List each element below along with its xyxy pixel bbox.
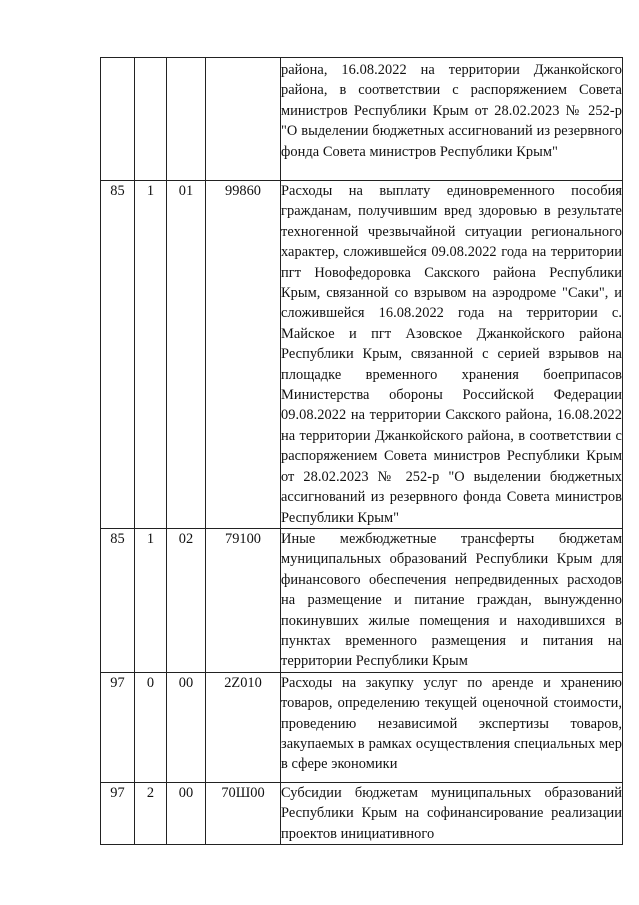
table-row — [101, 528, 623, 672]
code-part-4: 79100 — [206, 528, 281, 672]
code-part-3: 00 — [167, 672, 206, 782]
code-part-2: 1 — [135, 528, 167, 672]
table-row — [101, 782, 623, 844]
code-part-1: 97 — [101, 782, 135, 844]
budget-classification-table — [100, 57, 623, 845]
code-part-3: 01 — [167, 181, 206, 529]
code-part-3: 02 — [167, 528, 206, 672]
code-part-1: 85 — [101, 528, 135, 672]
row-description: Расходы на закупку услуг по аренде и хранению товаров, определению текущей оценочной стоимости, проведению независимой экспертизы товаров, закупаемых в рамках осуществления специальных мер в сфере экономики — [281, 672, 623, 782]
table-row — [101, 58, 623, 181]
row-description: Расходы на выплату единовременного пособия гражданам, получившим вред здоровью в результате техногенной чрезвычайной ситуации регионального характер, сложившейся 09.08.2022 года на территории пгт Новофедоровка Сакского района Республики Крым, связанной со взрывом на аэродроме "Саки", и сложившейся 16.08.2022 года на территории с. Майское и пгт Азовское Джанкойского района Республики Крым, связанной с серией взрывов на площадке временного хранения боеприпасов Министерства обороны Российской Федерации 09.08.2022 на территории Сакского района, 16.08.2022 на территории Джанкойского района, в соответствии с распоряжением Совета министров Республики Крым от 28.02.2023 № 252-р "О выделении бюджетных ассигнований из резервного фонда Совета министров Республики Крым" — [281, 181, 623, 529]
row-description: района, 16.08.2022 на территории Джанкойского района, в соответствии с распоряжением Совета министров Республики Крым от 28.02.2023 № 252-р "О выделении бюджетных ассигнований из резервного фонда Совета министров Республики Крым" — [281, 58, 623, 181]
code-part-3: 00 — [167, 782, 206, 844]
code-part-4: 99860 — [206, 181, 281, 529]
code-part-4: 2Z010 — [206, 672, 281, 782]
code-part-1 — [101, 58, 135, 181]
code-part-2 — [135, 58, 167, 181]
code-part-4: 70Ш00 — [206, 782, 281, 844]
code-part-2: 1 — [135, 181, 167, 529]
row-description: Субсидии бюджетам муниципальных образований Республики Крым на софинансирование реализации проектов инициативного — [281, 782, 623, 844]
code-part-2: 2 — [135, 782, 167, 844]
code-part-3 — [167, 58, 206, 181]
table-row — [101, 672, 623, 782]
code-part-1: 85 — [101, 181, 135, 529]
table-row — [101, 181, 623, 529]
code-part-4 — [206, 58, 281, 181]
code-part-2: 0 — [135, 672, 167, 782]
code-part-1: 97 — [101, 672, 135, 782]
row-description: Иные межбюджетные трансферты бюджетам муниципальных образований Республики Крым для финансового обеспечения непредвиденных расходов на размещение и питание граждан, вынужденно покинувших жилые помещения и находившихся в пунктах временного размещения и питания на территории Республики Крым — [281, 528, 623, 672]
